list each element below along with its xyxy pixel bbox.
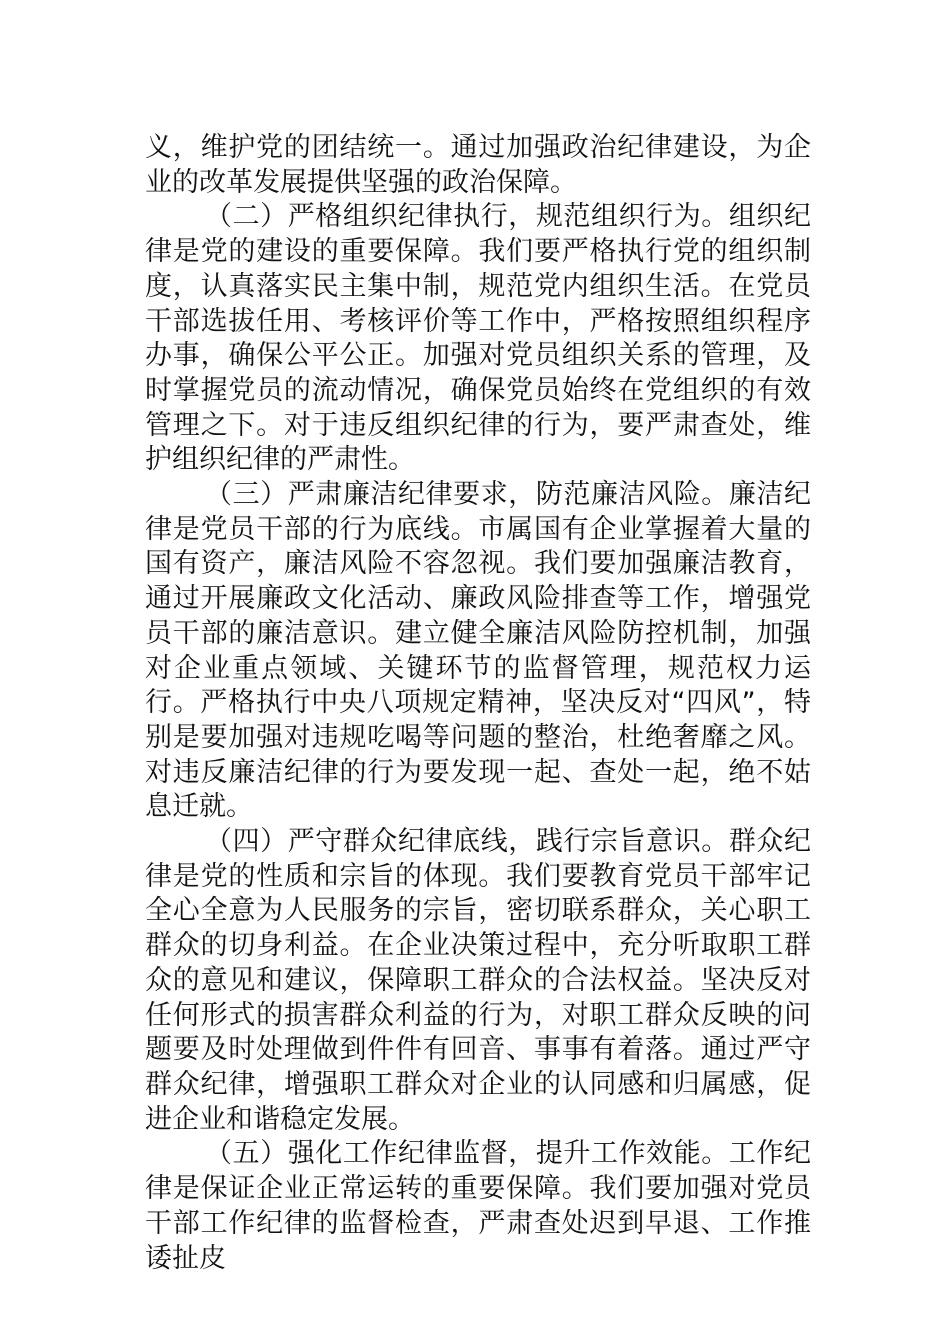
paragraph-section-5-work-discipline: （五）强化工作纪律监督，提升工作效能。工作纪律是保证企业正常运转的重要保障。我们要加强对党员干部工作纪律的监督检查，严肃查处迟到早退、工作推诿扯皮 bbox=[145, 1138, 811, 1274]
paragraph-section-2-organizational-discipline: （二）严格组织纪律执行，规范组织行为。组织纪律是党的建设的重要保障。我们要严格执行党的组织制度，认真落实民主集中制，规范党内组织生活。在党员干部选拔任用、考核评价等工作中，严格按照组织程序办事，确保公平公正。加强对党员组织关系的管理，及时掌握党员的流动情况，确保党员始终在党组织的有效管理之下。对于违反组织纪律的行为，要严肃查处，维护组织纪律的严肃性。 bbox=[145, 201, 811, 476]
paragraph-section-4-mass-discipline: （四）严守群众纪律底线，践行宗旨意识。群众纪律是党的性质和宗旨的体现。我们要教育党员干部牢记全心全意为人民服务的宗旨，密切联系群众，关心职工群众的切身利益。在企业决策过程中，充分听取职工群众的意见和建议，保障职工群众的合法权益。坚决反对任何形式的损害群众利益的行为，对职工群众反映的问题要及时处理做到件件有回音、事事有着落。通过严守群众纪律，增强职工群众对企业的认同感和归属感，促进企业和谐稳定发展。 bbox=[145, 826, 811, 1135]
paragraph-continuation: 义，维护党的团结统一。通过加强政治纪律建设，为企业的改革发展提供坚强的政治保障。 bbox=[145, 132, 811, 198]
document-body bbox=[145, 131, 811, 1276]
paragraph-section-3-integrity-discipline: （三）严肃廉洁纪律要求，防范廉洁风险。廉洁纪律是党员干部的行为底线。市属国有企业掌握着大量的国有资产，廉洁风险不容忽视。我们要加强廉洁教育，通过开展廉政文化活动、廉政风险排查等工作，增强党员干部的廉洁意识。建立健全廉洁风险防控机制，加强对企业重点领域、关键环节的监督管理，规范权力运行。严格执行中央八项规定精神，坚决反对“四风”，特别是要加强对违规吃喝等问题的整治，杜绝奢靡之风。对违反廉洁纪律的行为要发现一起、查处一起，绝不姑息迁就。 bbox=[145, 479, 811, 823]
